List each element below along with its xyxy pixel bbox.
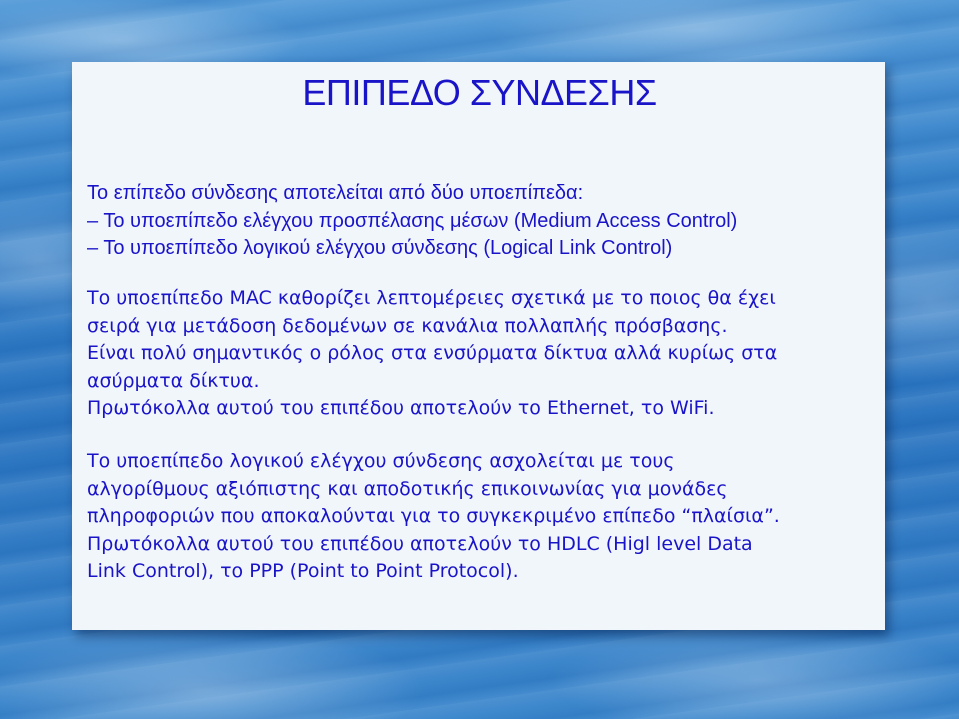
mac-line: σειρά για μετάδοση δεδομένων σε κανάλια πολλαπλής πρόσβασης. — [87, 314, 728, 337]
llc-line: αλγορίθμους αξιόπιστης και αποδοτικής επικοινωνίας για μονάδες — [87, 477, 728, 500]
mac-line: ασύρματα δίκτυα. — [87, 369, 260, 392]
intro-lead: Το επίπεδο σύνδεσης αποτελείται από δύο υποεπίπεδα: — [87, 182, 584, 204]
mac-line: Το υποεπίπεδο MAC καθορίζει λεπτομέρειες σχετικά με το ποιος θα έχει — [87, 287, 776, 309]
llc-line: Πρωτόκολλα αυτού του επιπέδου αποτελούν το HDLC (Higl level Data — [87, 532, 753, 555]
llc-line: Link Control), το PPP (Point to Point Protocol). — [87, 560, 519, 582]
intro-block — [87, 180, 737, 263]
intro-item-llc: – Το υποεπίπεδο λογικού ελέγχου σύνδεσης (Logical Link Control) — [87, 237, 673, 259]
intro-item-mac: – Το υποεπίπεδο ελέγχου προσπέλασης μέσων (Medium Access Control) — [87, 209, 738, 232]
llc-line: Το υποεπίπεδο λογικού ελέγχου σύνδεσης ασχολείται με τους — [87, 450, 675, 472]
mac-paragraph — [87, 285, 777, 423]
mac-line: Πρωτόκολλα αυτού του επιπέδου αποτελούν το Ethernet, το WiFi. — [87, 397, 715, 419]
llc-line: πληροφοριών που αποκαλούνται για το συγκεκριμένο επίπεδο “πλαίσια”. — [87, 505, 780, 527]
mac-line: Είναι πολύ σημαντικός ο ρόλος στα ενσύρματα δίκτυα αλλά κυρίως στα — [87, 342, 778, 364]
slide-title: ΕΠΙΠΕΔΟ ΣΥΝΔΕΣΗΣ — [302, 72, 657, 113]
llc-paragraph — [87, 448, 780, 586]
